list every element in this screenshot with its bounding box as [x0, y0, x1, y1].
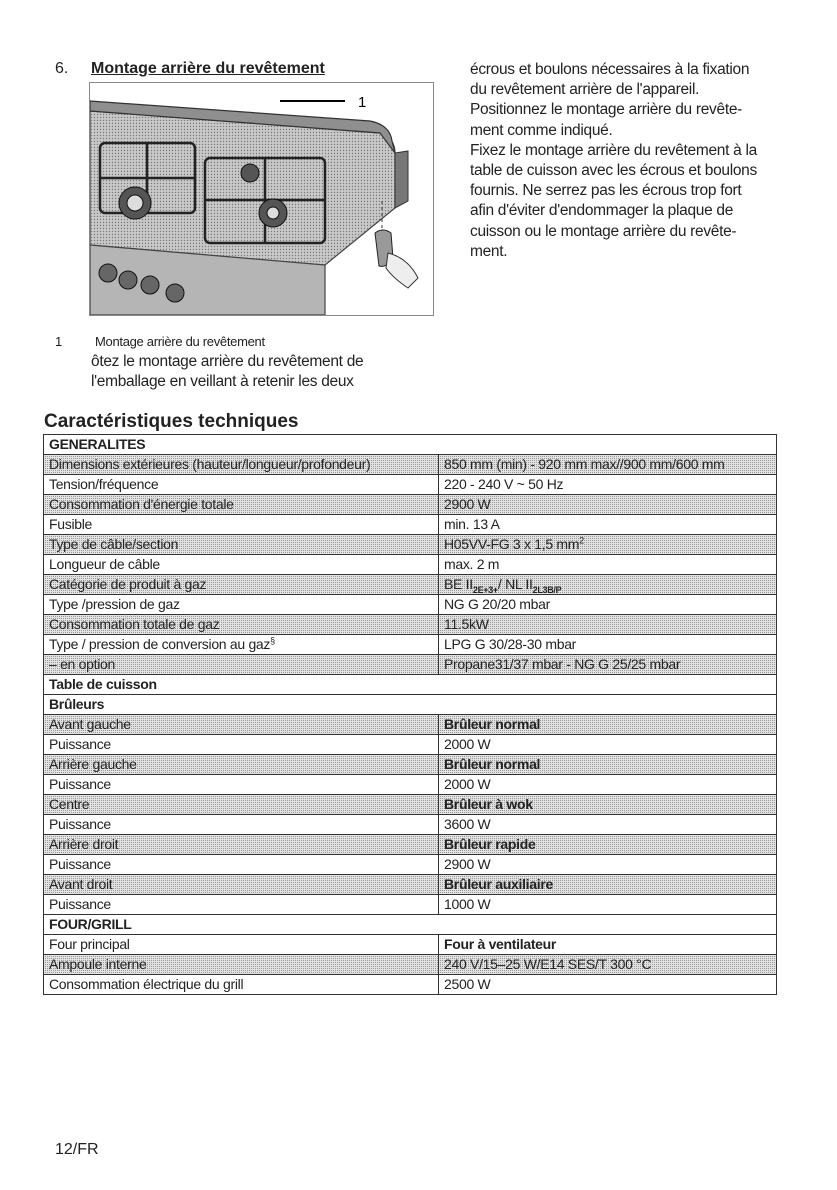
- spec-label: Type /pression de gaz: [44, 595, 439, 615]
- table-row: [44, 455, 777, 475]
- spec-label: Tension/fréquence: [44, 475, 439, 495]
- spec-label: Longueur de câble: [44, 555, 439, 575]
- right-paragraph: écrous et boulons nécessaires à la fixation du revêtement arrière de l'appareil. Positionnez le montage arrière du revête- ment comme indiqué. Fixez le montage arrière du revêtement à la table de cuisson avec les écrous et boulons fournis. Ne serrez pas les écrous trop fort afin d'éviter d'endommager la plaque de cuisson ou le montage arrière du revête- ment.: [470, 61, 757, 260]
- spec-value: H05VV-FG 3 x 1,5 $mm^2$: [439, 535, 777, 555]
- spec-value: BE $II_{2E+3+}/$ NL $II_{2L3B/P}$: [439, 575, 777, 595]
- spec-value: Brûleur à wok: [439, 795, 777, 815]
- spec-value: Brûleur normal: [439, 755, 777, 775]
- group-header: FOUR/GRILL: [44, 915, 777, 935]
- spec-label: Ampoule interne: [44, 955, 439, 975]
- spec-label: Type / pression de conversion au gaz§: [44, 635, 439, 655]
- spec-label: Avant gauche: [44, 715, 439, 735]
- step-title: Montage arrière du revêtement: [91, 60, 325, 77]
- spec-label: Puissance: [44, 855, 439, 875]
- section-title: Caractéristiques techniques: [44, 411, 299, 432]
- spec-value: 240 V/15–25 W/E14 SES/T 300 °C: [439, 955, 777, 975]
- caption-number: 1: [55, 334, 62, 349]
- spec-value: Brûleur normal: [439, 715, 777, 735]
- spec-value: 2000 W: [439, 775, 777, 795]
- spec-value: 3600 W: [439, 815, 777, 835]
- spec-value: Brûleur auxiliaire: [439, 875, 777, 895]
- spec-label: Consommation totale de gaz: [44, 615, 439, 635]
- table-row: [44, 775, 777, 795]
- table-row: [44, 695, 777, 715]
- table-row: [44, 595, 777, 615]
- spec-value: NG G 20/20 mbar: [439, 595, 777, 615]
- table-row: [44, 715, 777, 735]
- spec-value: 220 - 240 V ~ 50 Hz: [439, 475, 777, 495]
- spec-label: Fusible: [44, 515, 439, 535]
- table-row: [44, 955, 777, 975]
- spec-value: max. 2 m: [439, 555, 777, 575]
- spec-value: 2900 W: [439, 495, 777, 515]
- table-row: [44, 935, 777, 955]
- spec-label: Dimensions extérieures (hauteur/longueur/profondeur): [44, 455, 439, 475]
- spec-label: Puissance: [44, 895, 439, 915]
- spec-label: Arrière gauche: [44, 755, 439, 775]
- table-row: [44, 615, 777, 635]
- spec-label: Consommation électrique du grill: [44, 975, 439, 995]
- table-row: [44, 975, 777, 995]
- spec-value: 2000 W: [439, 735, 777, 755]
- specs-table: [43, 434, 777, 995]
- table-row: [44, 835, 777, 855]
- spec-value: 850 mm (min) - 920 mm max//900 mm/600 mm: [439, 455, 777, 475]
- group-header: Table de cuisson: [44, 675, 777, 695]
- spec-value: min. 13 A: [439, 515, 777, 535]
- spec-value: Propane31/37 mbar - NG G 25/25 mbar: [439, 655, 777, 675]
- table-row: [44, 735, 777, 755]
- spec-label: Type de câble/section: [44, 535, 439, 555]
- callout-label: 1: [358, 94, 367, 111]
- table-row: [44, 495, 777, 515]
- table-row: [44, 515, 777, 535]
- spec-label: Puissance: [44, 735, 439, 755]
- spec-value: 2500 W: [439, 975, 777, 995]
- spec-value: 11.5kW: [439, 615, 777, 635]
- group-header: GENERALITES: [44, 435, 777, 455]
- table-row: [44, 475, 777, 495]
- caption-text: Montage arrière du revêtement: [95, 334, 265, 349]
- spec-label: Avant droit: [44, 875, 439, 895]
- step-number: 6.: [55, 60, 69, 77]
- spec-label: Catégorie de produit à gaz: [44, 575, 439, 595]
- table-row: [44, 575, 777, 595]
- spec-value: Brûleur rapide: [439, 835, 777, 855]
- table-row: [44, 755, 777, 775]
- spec-value: Four à ventilateur: [439, 935, 777, 955]
- table-row: [44, 875, 777, 895]
- table-row: [44, 895, 777, 915]
- table-row: [44, 435, 777, 455]
- spec-value: LPG G 30/28-30 mbar: [439, 635, 777, 655]
- table-row: [44, 675, 777, 695]
- page-footer: 12/FR: [55, 1141, 99, 1158]
- table-row: [44, 635, 777, 655]
- spec-label: Consommation d'énergie totale: [44, 495, 439, 515]
- rear-panel-illustration: [89, 82, 434, 316]
- table-row: [44, 915, 777, 935]
- spec-label: Puissance: [44, 775, 439, 795]
- table-row: [44, 815, 777, 835]
- spec-label: – en option: [44, 655, 439, 675]
- spec-label: Puissance: [44, 815, 439, 835]
- left-paragraph: ôtez le montage arrière du revêtement de l'emballage en veillant à retenir les deux: [91, 353, 364, 391]
- spec-value: 2900 W: [439, 855, 777, 875]
- spec-label: Centre: [44, 795, 439, 815]
- spec-label: Four principal: [44, 935, 439, 955]
- table-row: [44, 855, 777, 875]
- spec-value: 1000 W: [439, 895, 777, 915]
- group-header: Brûleurs: [44, 695, 777, 715]
- spec-label: Arrière droit: [44, 835, 439, 855]
- table-row: [44, 795, 777, 815]
- table-row: [44, 655, 777, 675]
- table-row: [44, 535, 777, 555]
- table-row: [44, 555, 777, 575]
